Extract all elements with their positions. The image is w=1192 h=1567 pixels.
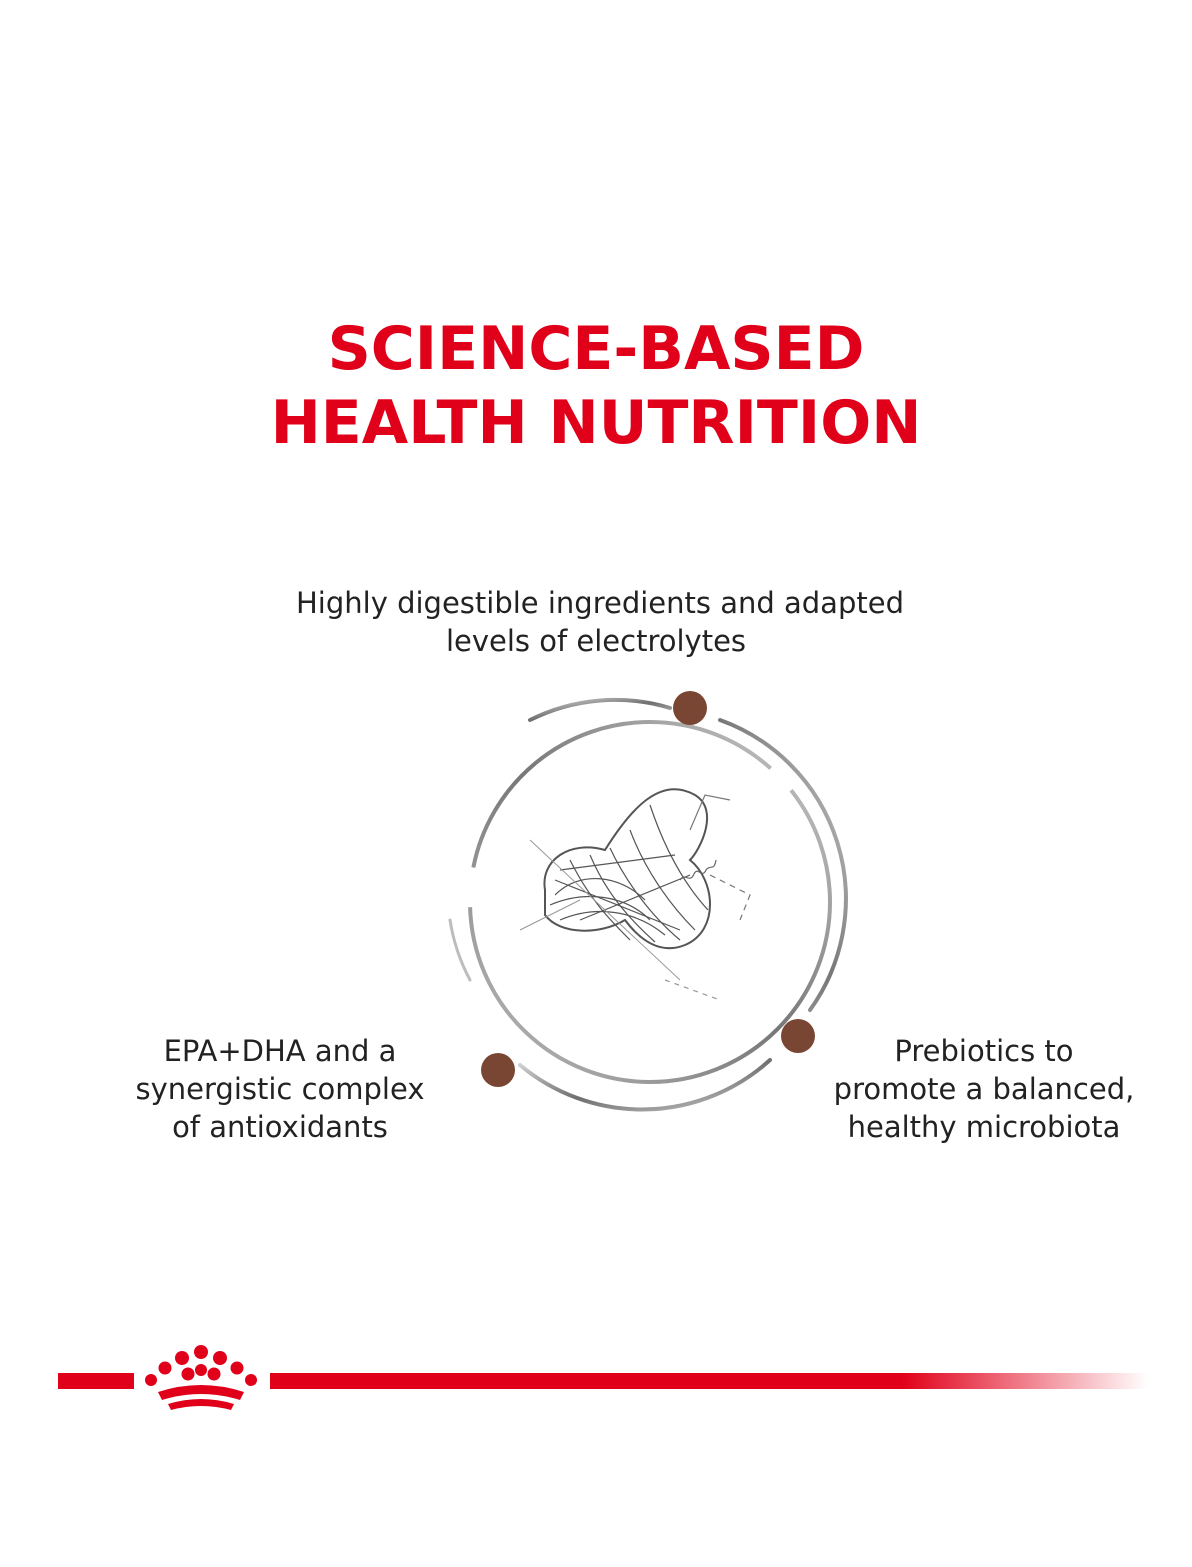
benefit-antioxidants-line-3: of antioxidants (172, 1110, 388, 1144)
benefit-digestibility (296, 584, 904, 660)
dot-right (781, 1019, 815, 1053)
outer-ring-arc-left (450, 920, 470, 980)
benefit-antioxidants (80, 1032, 480, 1146)
digestive-sketch-icon (430, 680, 870, 1120)
benefit-digestibility-line-2: levels of electrolytes (445, 624, 747, 658)
royal-crown-logo-icon (145, 1345, 257, 1410)
inner-ring (470, 722, 830, 1082)
organ-sketch (520, 789, 750, 1000)
headline-line-1: SCIENCE-BASED (327, 314, 865, 384)
headline (0, 312, 1192, 460)
benefit-antioxidants-line-1: EPA+DHA and a (163, 1034, 397, 1068)
outer-ring-arc-top (530, 700, 670, 720)
footer-bar-left (58, 1373, 134, 1389)
benefit-antioxidants-line-2: synergistic complex (135, 1072, 425, 1106)
footer-bar-right (270, 1373, 1148, 1389)
benefit-prebiotics-line-1: Prebiotics to (894, 1034, 1074, 1068)
outer-ring-arc-bottom (520, 1060, 770, 1109)
dot-top (673, 691, 707, 725)
benefit-digestibility-line-1: Highly digestible ingredients and adapted (296, 586, 904, 620)
headline-line-2: HEALTH NUTRITION (270, 388, 922, 458)
dot-left (481, 1053, 515, 1087)
benefit-prebiotics-line-3: healthy microbiota (847, 1110, 1121, 1144)
benefit-prebiotics-line-2: promote a balanced, (833, 1072, 1135, 1106)
brand-footer-bar (58, 1340, 1148, 1420)
